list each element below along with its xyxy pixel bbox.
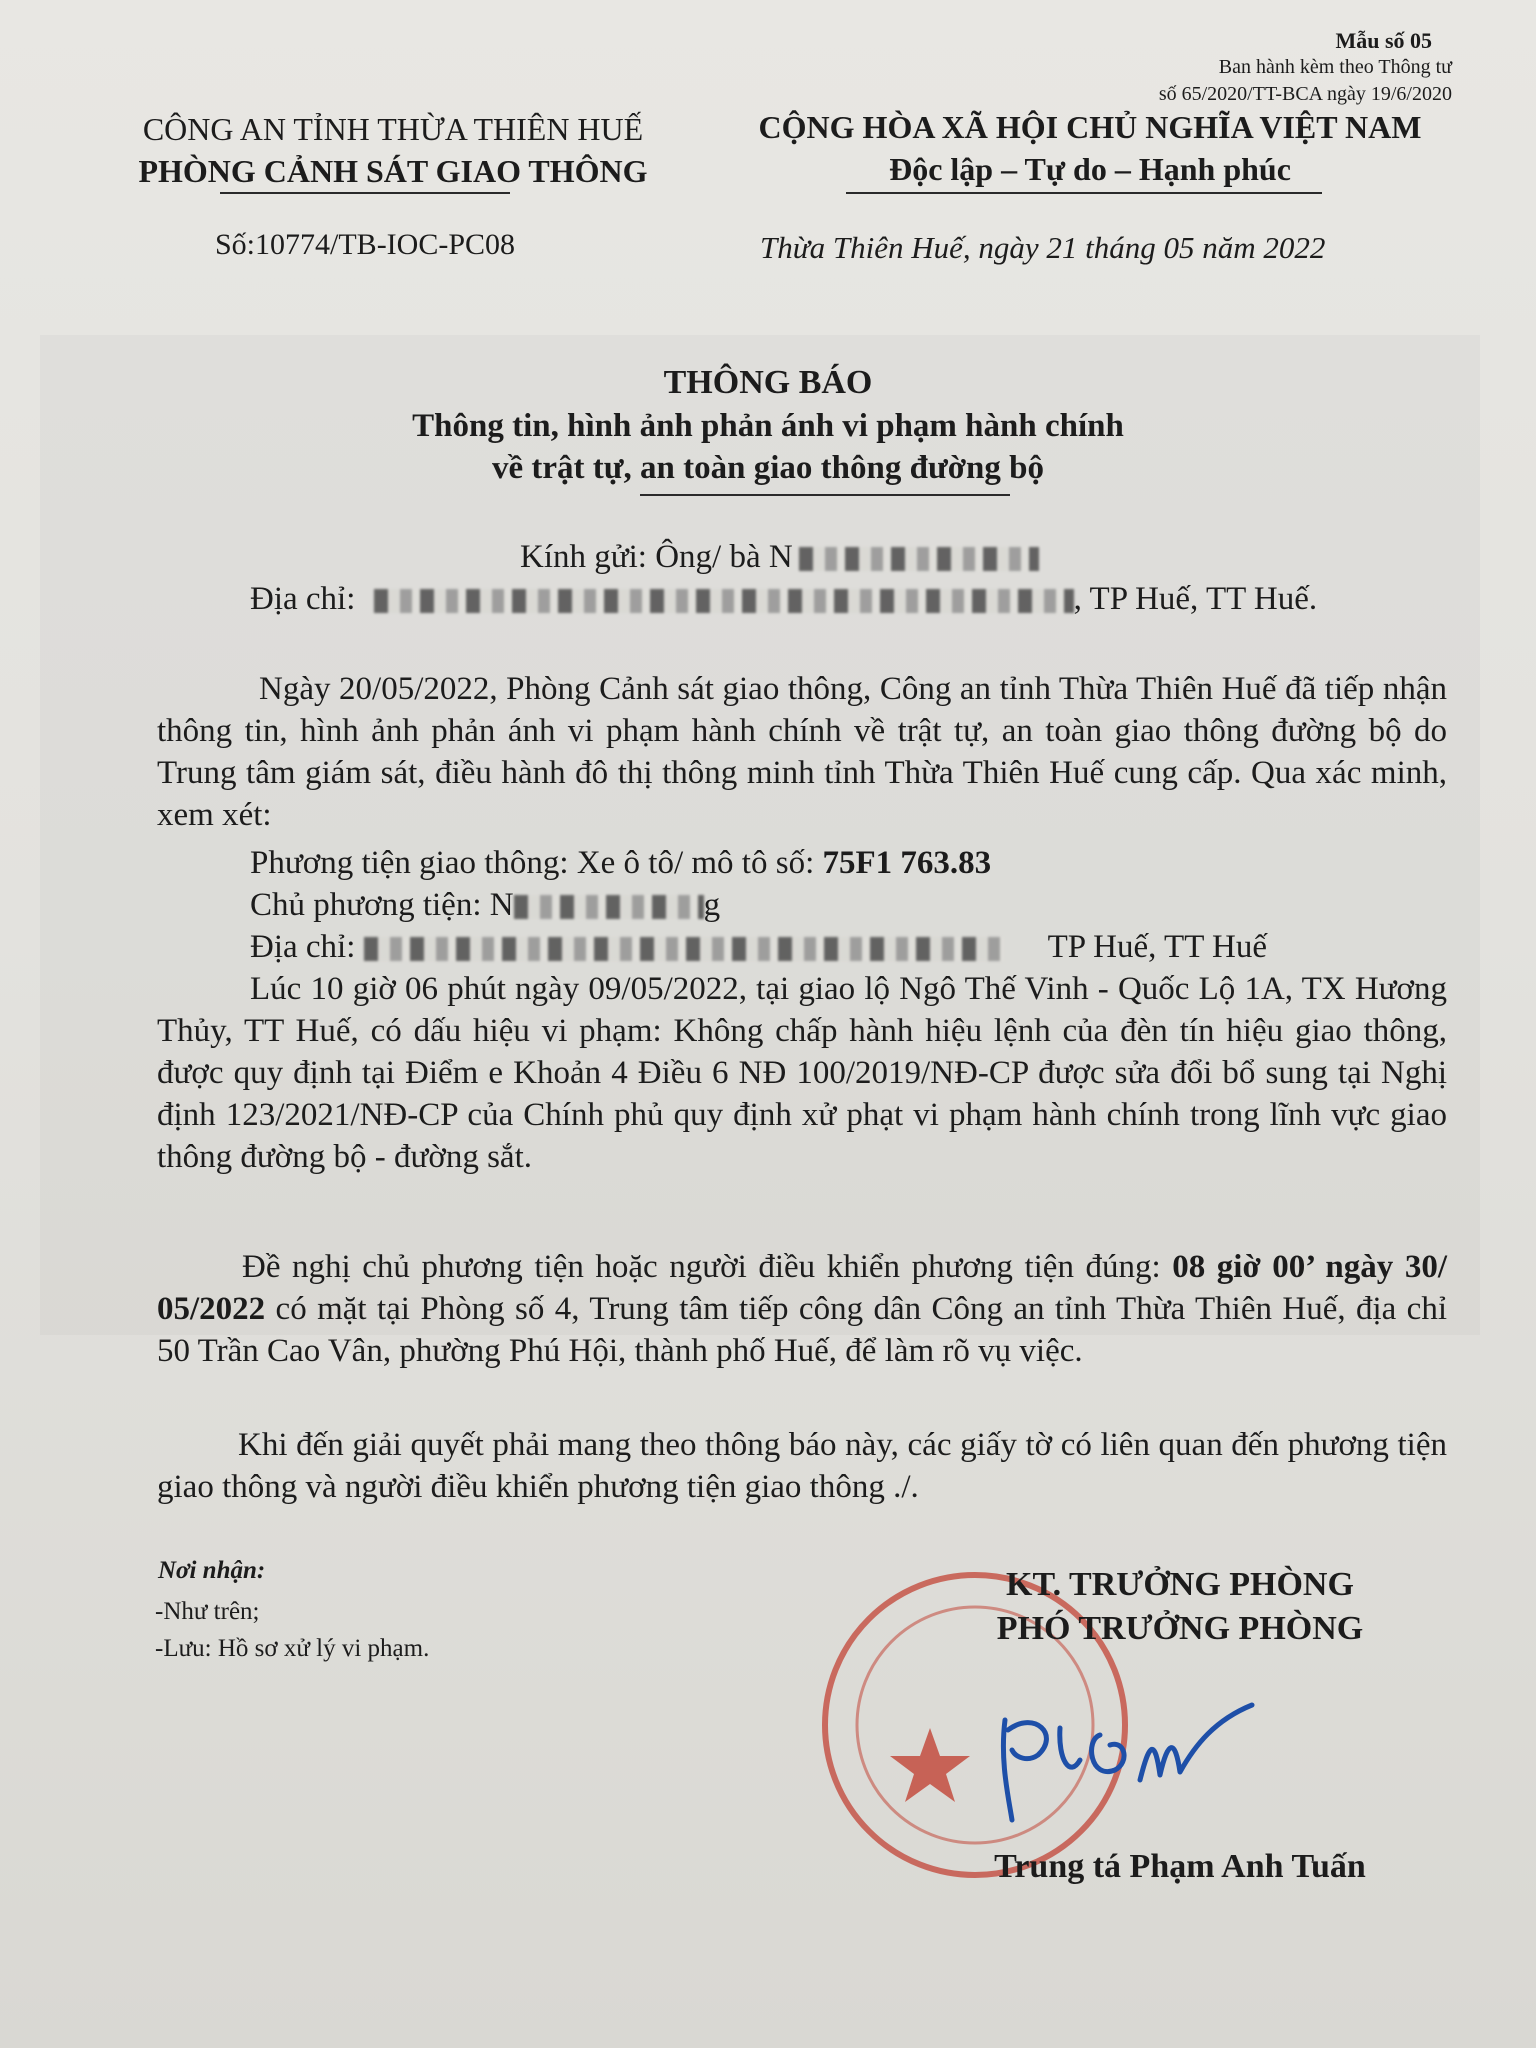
form-number: Mẫu số 05 (1335, 28, 1432, 53)
national-motto: Độc lập – Tự do – Hạnh phúc (889, 151, 1291, 187)
title-underline (640, 494, 1010, 496)
summons-text-start: Đề nghị chủ phương tiện hoặc người điều khiển phương tiện đúng: (242, 1249, 1173, 1285)
vehicle-label: Phương tiện giao thông: Xe ô tô/ mô tô số: (250, 845, 823, 881)
owner-address-line (250, 926, 1267, 968)
document-number: Số:10774/TB-IOC-PC08 (215, 228, 516, 261)
owner-address-label: Địa chỉ: (250, 929, 364, 965)
signer-role-2: PHÓ TRƯỞNG PHÒNG (996, 1610, 1364, 1647)
paragraph-documents: Khi đến giải quyết phải mang theo thông báo này, các giấy tờ có liên quan đến phương tiện giao thông và người điều khiển phương tiện giao thông ./. (157, 1427, 1447, 1505)
greeting-label: Kính gửi: Ông/ bà N (520, 539, 793, 575)
summons-datetime: 08 giờ 00’ ngày 30/ 05/2022 (157, 1249, 1447, 1327)
recipient-item-2: -Lưu: Hồ sơ xử lý vi phạm. (155, 1635, 430, 1662)
signer-role-1: KT. TRƯỞNG PHÒNG (1006, 1566, 1354, 1603)
redacted-owner (514, 895, 704, 919)
vehicle-line (250, 842, 991, 884)
summons-text-end: có mặt tại Phòng số 4, Trung tâm tiếp công dân Công an tỉnh Thừa Thiên Huế, địa chỉ 50 Trần Cao Vân, phường Phú Hội, thành phố Huế, để làm rõ vụ việc. (157, 1291, 1447, 1369)
place-and-date: Thừa Thiên Huế, ngày 21 tháng 05 năm 2022 (760, 230, 1326, 265)
agency-underline (220, 192, 510, 194)
address-tail: , TP Huế, TT Huế. (1073, 581, 1318, 617)
department-name: PHÒNG CẢNH SÁT GIAO THÔNG (138, 153, 648, 189)
document-title: THÔNG BÁO (663, 364, 873, 401)
paragraph-received: Ngày 20/05/2022, Phòng Cảnh sát giao thông, Công an tỉnh Thừa Thiên Huế đã tiếp nhận thông tin, hình ảnh phản ánh vi phạm hành chính về trật tự, an toàn giao thông đường bộ do Trung tâm giám sát, điều hành đô thị thông minh tỉnh Thừa Thiên Huế cung cấp. Qua xác minh, xem xét: (157, 671, 1447, 833)
nation-name: CỘNG HÒA XÃ HỘI CHỦ NGHĨA VIỆT NAM (758, 109, 1422, 145)
handwritten-signature (990, 1700, 1270, 1830)
national-header (710, 106, 1470, 190)
redacted-address (374, 589, 1074, 613)
paragraph-summons (157, 1246, 1447, 1372)
signer-name: Trung tá Phạm Anh Tuấn (994, 1848, 1366, 1885)
recipients-title: Nơi nhận: (158, 1557, 266, 1584)
owner-label: Chủ phương tiện: (250, 887, 490, 923)
paragraph-violation: Lúc 10 giờ 06 phút ngày 09/05/2022, tại giao lộ Ngô Thế Vinh - Quốc Lộ 1A, TX Hương Thủy, TT Huế, có dấu hiệu vi phạm: Không chấp hành hiệu lệnh của đèn tín hiệu giao thông, được quy định tại Điểm e Khoản 4 Điều 6 NĐ 100/2019/NĐ-CP được sửa đổi bổ sung tại Nghị định 123/2021/NĐ-CP của Chính phủ quy định xử phạt vi phạm hành chính trong lĩnh vực giao thông đường bộ - đường sắt. (157, 971, 1447, 1175)
document-subtitle-1: Thông tin, hình ảnh phản ánh vi phạm hành chính (412, 408, 1124, 444)
owner-initial: N (489, 887, 514, 923)
address-label: Địa chỉ: (250, 581, 356, 617)
redacted-owner-address (364, 937, 1004, 961)
recipient-greeting (520, 536, 1039, 578)
owner-tail: g (703, 887, 721, 923)
owner-line (250, 884, 720, 926)
form-circular-line: số 65/2020/TT-BCA ngày 19/6/2020 (1158, 83, 1452, 105)
owner-address-tail: TP Huế, TT Huế (1047, 929, 1268, 965)
issuing-agency-header (108, 108, 678, 192)
recipient-item-1: -Như trên; (155, 1598, 260, 1625)
redacted-name (799, 547, 1039, 571)
form-issued-line: Ban hành kèm theo Thông tư (1218, 56, 1452, 78)
motto-underline (846, 192, 1322, 194)
vehicle-plate: 75F1 763.83 (822, 845, 992, 881)
recipient-address (250, 578, 1317, 620)
agency-name: CÔNG AN TỈNH THỪA THIÊN HUẾ (142, 111, 644, 147)
document-subtitle-2: về trật tự, an toàn giao thông đường bộ (491, 450, 1044, 486)
